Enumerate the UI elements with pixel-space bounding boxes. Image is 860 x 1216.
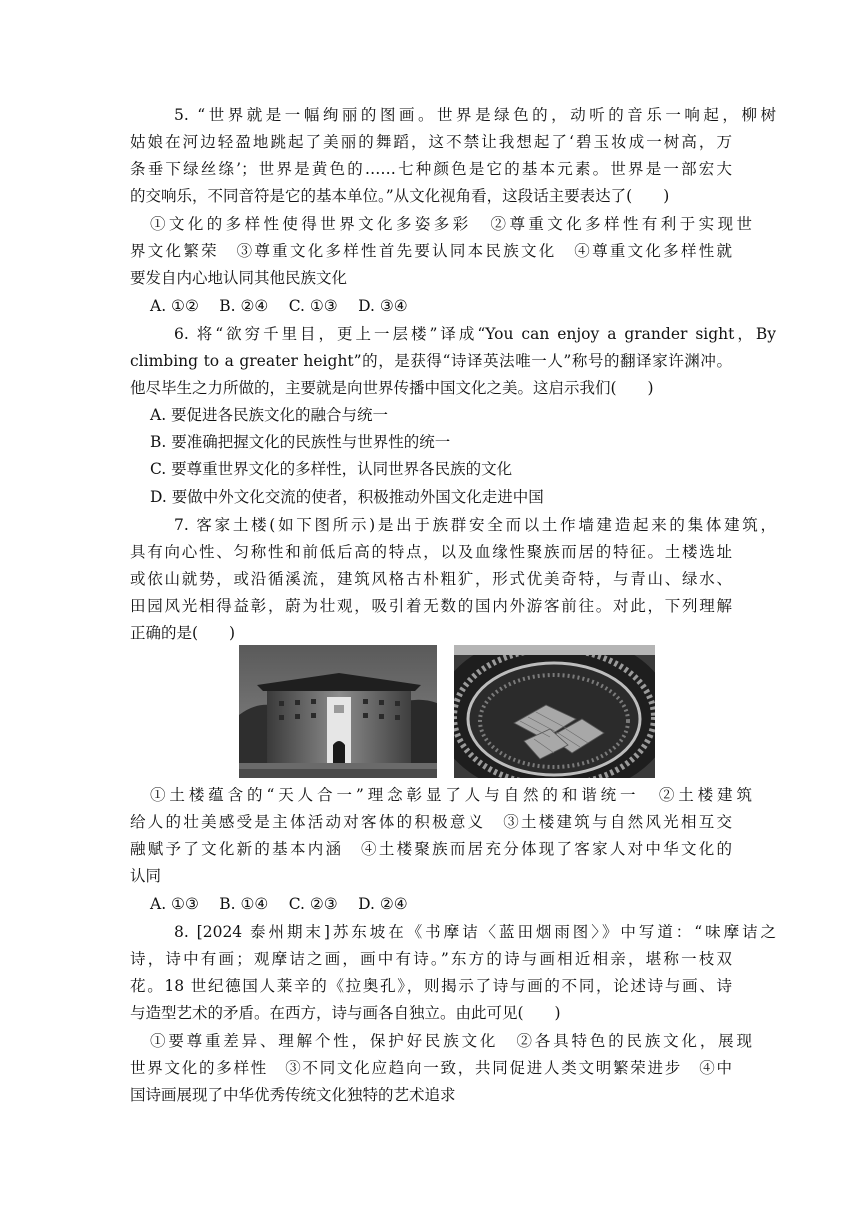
q6-option-b: B. 要准确把握文化的民族性与世界性的统一 [150, 433, 451, 451]
q5-statement-line: 要发自内心地认同其他民族文化 [130, 269, 348, 287]
q6-option-a: A. 要促进各民族文化的融合与统一 [150, 406, 389, 424]
q8-stem-line: 花。18 世纪德国人莱辛的《拉奥孔》，则揭示了诗与画的不同，论述诗与画、诗 [130, 977, 732, 995]
tulou-courtyard-photo [454, 645, 655, 778]
q8-statement-line: 世界文化的多样性 ③不同文化应趋向一致，共同促进人类文明繁荣进步 ④中 [130, 1059, 732, 1077]
q8-statement-line: 国诗画展现了中华优秀传统文化独特的艺术追求 [130, 1086, 456, 1104]
tulou-exterior-photo [239, 645, 437, 778]
q7-statement-line: 融赋予了文化新的基本内涵 ④土楼聚族而居充分体现了客家人对中华文化的 [130, 840, 732, 858]
q7-stem-line: 或依山就势，或沿循溪流，建筑风格古朴粗犷，形式优美奇特，与青山、绿水、 [130, 570, 732, 588]
q7-stem-line: 7. 客家土楼(如下图所示)是出于族群安全而以土作墙建造起来的集体建筑， [174, 516, 776, 534]
q7-options: A. ①③ B. ①④ C. ②③ D. ②④ [150, 895, 408, 913]
q6-stem-line: 6. 将“欲穷千里目，更上一层楼”译成“You can enjoy a grander sight，By [174, 325, 776, 343]
q7-statement-line: 给人的壮美感受是主体活动对客体的积极意义 ③土楼建筑与自然风光相互交 [130, 813, 732, 831]
q5-stem-line: 5. “世界就是一幅绚丽的图画。世界是绿色的，动听的音乐一响起，柳树 [174, 106, 776, 124]
q6-option-c: C. 要尊重世界文化的多样性，认同世界各民族的文化 [150, 460, 513, 478]
q5-statement-line: 界文化繁荣 ③尊重文化多样性首先要认同本民族文化 ④尊重文化多样性就 [130, 242, 732, 260]
q5-options: A. ①② B. ②④ C. ①③ D. ③④ [150, 297, 408, 315]
q8-stem-line: 8. [2024 泰州期末]苏东坡在《书摩诘〈蓝田烟雨图〉》中写道：“味摩诘之 [174, 923, 776, 941]
q5-stem-line: 姑娘在河边轻盈地跳起了美丽的舞蹈，这不禁让我想起了‘碧玉妆成一树高，万 [130, 133, 732, 151]
q8-statement-line: ①要尊重差异、理解个性，保护好民族文化 ②各具特色的民族文化，展现 [150, 1032, 752, 1050]
q6-option-d: D. 要做中外文化交流的使者，积极推动外国文化走进中国 [150, 488, 544, 506]
q8-stem-line: 与造型艺术的矛盾。在西方，诗与画各自独立。由此可见( ) [130, 1004, 561, 1022]
q7-statement-line: ①土楼蕴含的“天人合一”理念彰显了人与自然的和谐统一 ②土楼建筑 [150, 786, 752, 804]
q5-stem-line: 条垂下绿丝绦’；世界是黄色的……七种颜色是它的基本元素。世界是一部宏大 [130, 160, 732, 178]
q7-stem-line: 具有向心性、匀称性和前低后高的特点，以及血缘性聚族而居的特征。土楼选址 [130, 543, 732, 561]
q5-statement-line: ①文化的多样性使得世界文化多姿多彩 ②尊重文化多样性有利于实现世 [150, 215, 752, 233]
q7-stem-line: 田园风光相得益彰，蔚为壮观，吸引着无数的国内外游客前往。对此，下列理解 [130, 597, 732, 615]
q8-stem-line: 诗，诗中有画；观摩诘之画，画中有诗。”东方的诗与画相近相亲，堪称一枝双 [130, 950, 732, 968]
q7-statement-line: 认同 [130, 867, 162, 885]
q6-stem-line: climbing to a greater height”的，是获得“诗译英法唯一人”称号的翻译家许渊冲。 [130, 352, 732, 370]
q5-stem-line: 的交响乐，不同音符是它的基本单位。”从文化视角看，这段话主要表达了( ) [130, 187, 670, 205]
q7-stem-line: 正确的是( ) [130, 624, 236, 642]
q6-stem-line: 他尽毕生之力所做的，主要就是向世界传播中国文化之美。这启示我们( ) [130, 379, 654, 397]
